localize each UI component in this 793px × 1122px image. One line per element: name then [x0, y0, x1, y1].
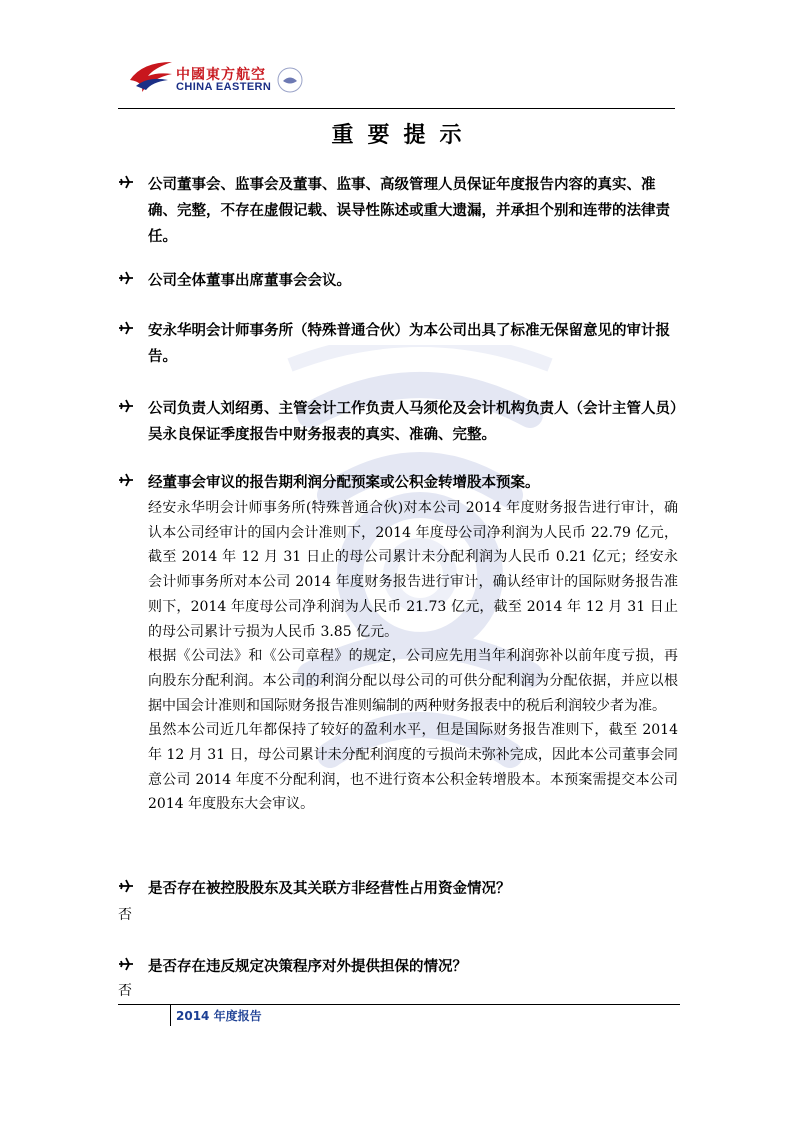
airplane-bullet-icon	[118, 878, 134, 894]
notice-item	[118, 396, 678, 448]
page-title: 重要提示	[331, 123, 476, 148]
airplane-bullet-icon	[118, 956, 134, 972]
skyteam-seal-icon	[276, 66, 304, 94]
body-paragraph: 经安永华明会计师事务所(特殊普通合伙)对本公司 2014 年度财务报告进行审计，确认本公司经审计的国内会计准则下，2014 年度母公司净利润为人民币 22.79 亿元，截至 2014 年 12 月 31 日止的母公司累计未分配利润为人民币 0.21 亿元；经安永会计师事务所对本公司 2014 年度财务报告进行审计，确认经审计的国际财务报告准则下，2014 年度母公司净利润为人民币 21.73 亿元，截至 2014 年 12 月 31 日止的母公司累计亏损为人民币 3.85 亿元。	[148, 500, 678, 640]
notice-body	[148, 496, 678, 817]
footer-separator	[170, 1004, 171, 1026]
notice-item-profit-distribution	[118, 470, 678, 817]
notice-text: 公司董事会、监事会及董事、监事、高级管理人员保证年度报告内容的真实、准确、完整，不存在虚假记载、误导性陈述或重大遗漏，并承担个别和连带的法律责任。	[148, 177, 670, 245]
notice-text: 是否存在违反规定决策程序对外提供担保的情况？	[148, 959, 467, 975]
notice-text: 安永华明会计师事务所（特殊普通合伙）为本公司出具了标准无保留意见的审计报告。	[148, 323, 670, 365]
swallow-logo-icon	[128, 56, 174, 96]
footer-divider	[118, 1004, 680, 1005]
body-paragraph: 根据《公司法》和《公司章程》的规定，公司应先用当年利润弥补以前年度亏损，再向股东分配利润。本公司的利润分配以母公司的可供分配利润为分配依据，并应以根据中国会计准则和国际财务报告准则编制的两种财务报表中的税后利润较少者为准。	[148, 648, 678, 714]
notice-text: 公司全体董事出席董事会会议。	[148, 273, 351, 289]
body-paragraph: 虽然本公司近几年都保持了较好的盈利水平，但是国际财务报告准则下，截至 2014 年 12 月 31 日，母公司累计未分配利润度的亏损尚未弥补完成，因此本公司董事会同意公司 2014 年度不分配利润，也不进行资本公积金转增股本。本预案需提交本公司 2014 年度股东大会审议。	[148, 722, 678, 813]
footer-label: 2014 年度报告	[176, 1009, 262, 1023]
answer-text: 否	[118, 983, 132, 999]
airplane-bullet-icon	[118, 472, 134, 488]
notice-text: 公司负责人刘绍勇、主管会计工作负责人马须伦及会计机构负责人（会计主管人员）吴永良保证季度报告中财务报表的真实、准确、完整。	[148, 401, 678, 443]
page-header	[118, 54, 675, 109]
notice-item	[118, 876, 678, 902]
notice-item	[118, 954, 678, 980]
airplane-bullet-icon	[118, 320, 134, 336]
notice-text: 经董事会审议的报告期利润分配预案或公积金转增股本预案。	[148, 475, 540, 491]
notice-item	[118, 318, 678, 370]
notice-item	[118, 268, 678, 294]
answer-text: 否	[118, 907, 132, 923]
airplane-bullet-icon	[118, 398, 134, 414]
logo-chinese-name: 中國東方航空	[176, 67, 266, 83]
logo-english-name: CHINA EASTERN	[176, 81, 272, 93]
notice-item	[118, 172, 678, 250]
notice-text: 是否存在被控股股东及其关联方非经营性占用资金情况？	[148, 881, 511, 897]
airplane-bullet-icon	[118, 270, 134, 286]
airplane-bullet-icon	[118, 174, 134, 190]
